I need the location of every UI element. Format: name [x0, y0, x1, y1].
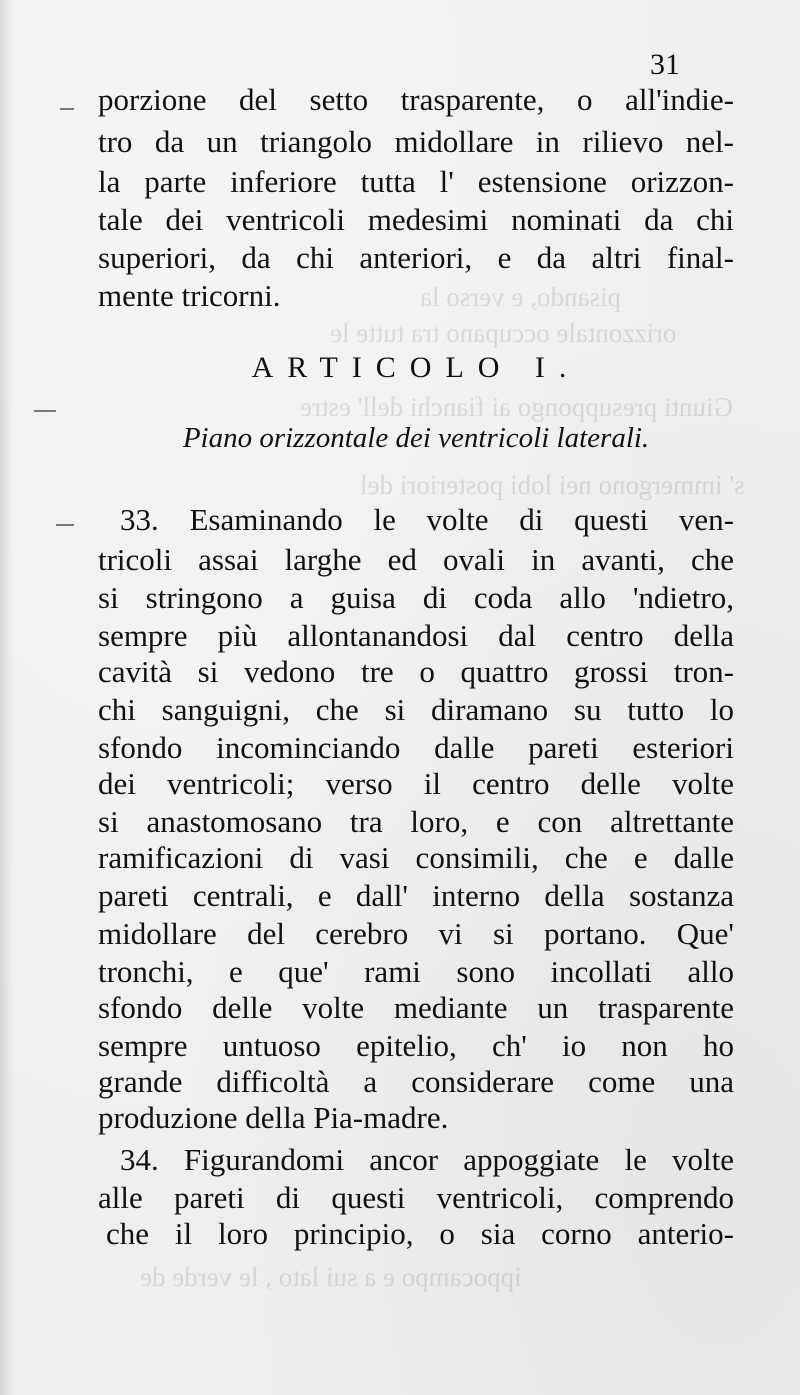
text-line: si anastomosano tra loro, e con altrettante [98, 804, 734, 839]
margin-mark [60, 108, 74, 110]
text-line: sempre più allontanandosi dal centro della [98, 618, 734, 653]
margin-mark [34, 410, 56, 412]
bleed-through-text: s' immergono nei lobi posteriori del [360, 470, 745, 500]
text-line: superiori, da chi anteriori, e da altri final- [98, 240, 734, 275]
text-line: 34. Figurandomi ancor appoggiate le volte [120, 1142, 734, 1177]
text-line: chi sanguigni, che si diramano su tutto lo [98, 692, 734, 727]
text-line: sfondo incominciando dalle pareti esteriori [98, 730, 734, 765]
text-line: ramificazioni di vasi consimili, che e dalle [98, 840, 734, 875]
text-line: produzione della Pia-madre. [98, 1100, 449, 1135]
text-line: midollare del cerebro vi si portano. Que' [98, 916, 734, 951]
text-line: dei ventricoli; verso il centro delle volte [98, 766, 734, 801]
text-line: si stringono a guisa di coda allo 'ndietro, [98, 580, 734, 615]
page-number: 31 [650, 48, 680, 81]
bleed-through-text: pisando, e verso la [420, 282, 621, 312]
text-line: tro da un triangolo midollare in rilievo nel- [98, 124, 734, 159]
text-line: tronchi, e que' rami sono incollati allo [98, 954, 734, 989]
text-line: sempre untuoso epitelio, ch' io non ho [98, 1028, 734, 1063]
text-line: porzione del setto trasparente, o all'indie- [98, 82, 734, 117]
bleed-through-text: Giunti presuppongo ai fianchi dell' estre [300, 392, 734, 422]
text-line: grande difficoltà a considerare come una [98, 1064, 734, 1099]
article-subheading: Piano orizzontale dei ventricoli laterali. [182, 422, 650, 454]
article-heading: ARTICOLO I. [251, 351, 581, 384]
text-line: mente tricorni. [98, 278, 281, 313]
text-line: alle pareti di questi ventricoli, comprendo [98, 1180, 734, 1215]
text-line: pareti centrali, e dall' interno della sostanza [98, 878, 734, 913]
text-line: sfondo delle volte mediante un trasparente [98, 990, 734, 1025]
text-line: che il loro principio, o sia corno anterio- [106, 1216, 734, 1251]
page-edge-shadow [0, 0, 14, 1395]
text-line: 33. Esaminando le volte di questi ven- [120, 502, 734, 537]
margin-mark [56, 524, 74, 526]
text-line: tricoli assai larghe ed ovali in avanti, che [98, 542, 734, 577]
bleed-through-text: ippocampo e a sui lato , le verde de [140, 1262, 522, 1292]
text-line: cavità si vedono tre o quattro grossi tron- [98, 654, 734, 689]
bleed-through-text: orizzontale occupano tra tutte le [330, 318, 677, 348]
text-line: tale dei ventricoli medesimi nominati da chi [98, 202, 734, 237]
text-line: la parte inferiore tutta l' estensione orizzon- [98, 164, 734, 199]
